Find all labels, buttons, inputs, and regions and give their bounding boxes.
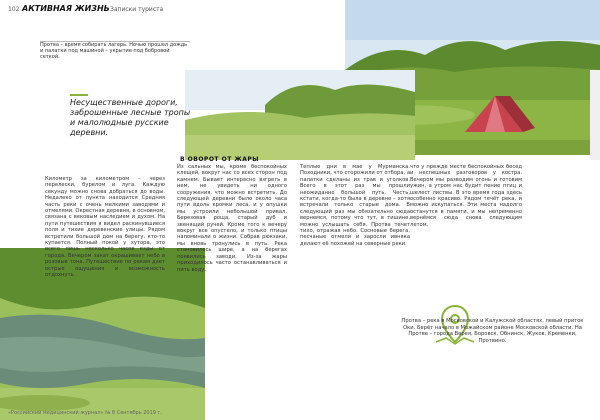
info-box-text: Протва – река в Московской и Калужской областях, левый приток Оки. Берёт начало в Можайском районе Московской области. На Протве – города Верея, Боровск, Обнинск, Жуков, Кременки, Протвино. [401, 318, 584, 344]
text-column-2: Из сальных мы, кроме беспокойных клещей, вокруг нас со всех сторон под камнем. Бывает интересно взгреть в нем, не увидеть ни одного сооружения, что можно встретить. До следующей деревни было около часа пути вдоль кромки леса, и у опушки мы устроили небольшой привал. Березовая роща, старый дуб и звенящий ручей. Кроме того к вечеру вокруг все опустело, и только птицы напоминали о жизни. Собрав рюкзаки, мы вновь тронулись в путь. Река становилась шире, а на берегах появились заводи. Из-за жары приходилось часто останавливаться и пить воду. [177, 164, 287, 273]
page-number: 102 [8, 6, 20, 13]
text-column-1: Километр за километром – через перелески, бурелом и луга. Каждую секунду можно снова добраться до воды. Недалеко от пункта находится Средняя часть реки с очень мелкими заводями и отмелями. Окрестная деревня, в основном, связана с вековым наследием и духом. На пути путешествия я видел раскинувшиеся поля и тихие деревенские улицы. Рядом встретили большой дом на берегу, кто-то купается. Полный покой у хутора, это всего лишь несколько часов езды от города. Вечером закат окрашивает небо в розовые тона. Путешествие по рекам дает острые ощущения и возможность отдохнуть. [45, 176, 165, 279]
photo-caption: Протва – время собирать лагерь. Ночью прошел дождь и палатки под машиной – укрытие под бобровой сеткой. [40, 42, 188, 60]
quote-accent-bar [70, 94, 88, 96]
text-column-4: что у прежде месте беспокойных бесед и неспешных разговоров у костра. Вечером мы разводим огонь и готовим ужин, а утром нас будит пение птиц и шелест листвы. В это время года здесь особенно красиво. Рядом течёт река, и можно искупаться. Эти места надолго останутся в памяти, и мы непременно вернёмся сюда снова следующим летом. [410, 164, 522, 228]
section-title: АКТИВНАЯ ЖИЗНЬ [22, 4, 110, 13]
footer-publication: «Российский медицинский журнал» № 8 Сентябрь 2019 г. [8, 410, 162, 416]
article-heading: В ОВОРОТ ОТ ЖАРЫ [180, 156, 260, 163]
pull-quote: Несущественные дороги, заброшенные лесные тропы и малолюдные русские деревни. [70, 98, 191, 137]
section-subtitle: Записки туриста [110, 6, 164, 13]
page-edge-strip [590, 70, 600, 160]
text-column-3: Теплые дни в мае у Мурманска. Походники, что сторожили от отбора, а палатки сделаны из трав и уголков. Всего в этот раз мы прошли неожиданно большой путь. Честь, кстати, когда-то была в деревне – хотя встречали только старые дома. В следующий раз мы обязательно сюда вернемся, потому что тут, в тишине, можно услышать себя. Протва течет тихо, отражая небо. Сосновые берега, песчаные отмели и заросли ивняка делают её похожей на северные реки. [300, 164, 410, 247]
photo-field-trees [185, 70, 415, 160]
